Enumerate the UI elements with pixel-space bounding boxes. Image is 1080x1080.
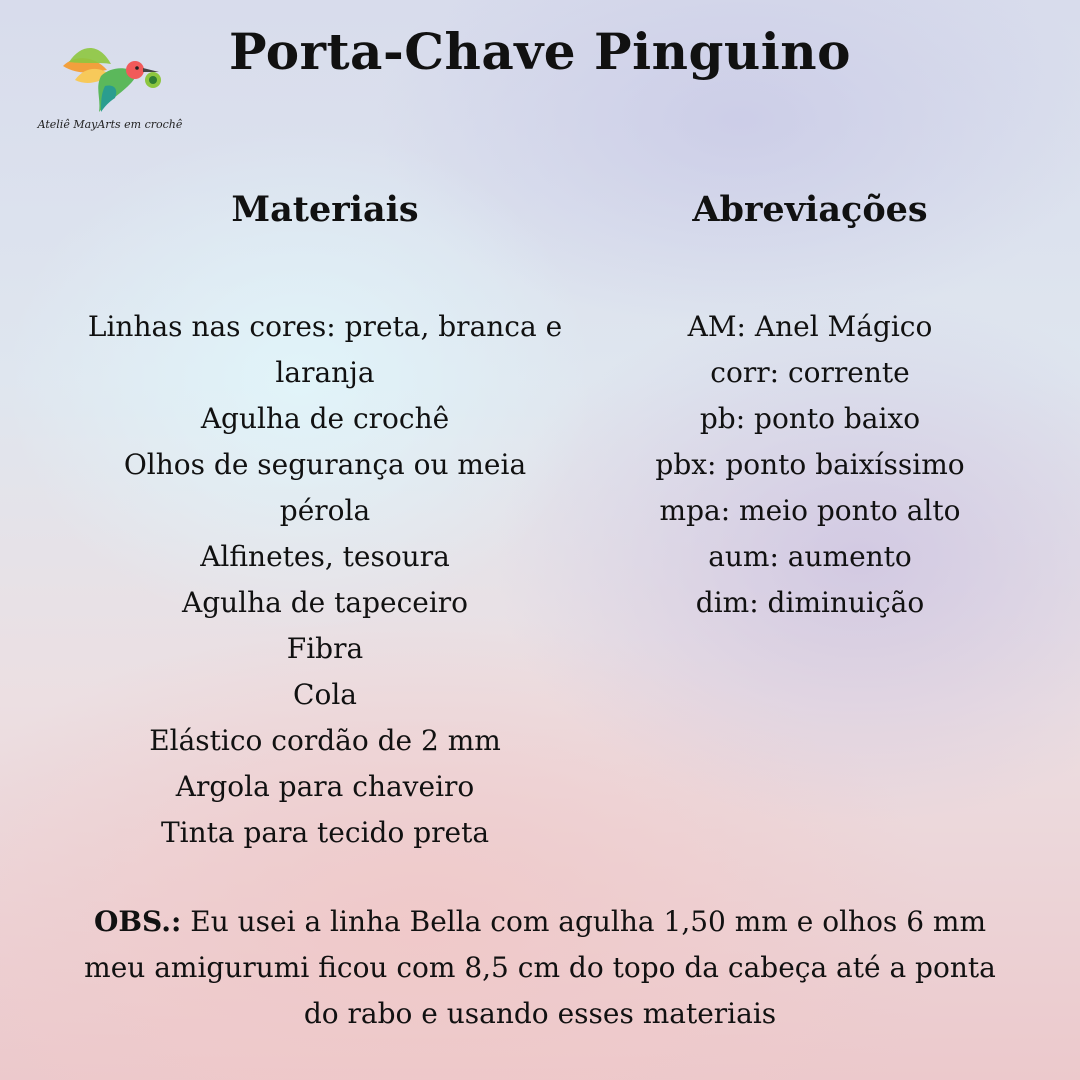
list-item: Agulha de crochê: [200, 402, 450, 435]
abbreviations-list: [610, 304, 1010, 626]
materials-heading: Materiais: [231, 189, 419, 230]
list-item: corr: corrente: [710, 356, 910, 389]
list-item: Linhas nas cores: preta, branca e: [87, 310, 563, 343]
list-item: Tinta para tecido preta: [160, 816, 490, 849]
list-item: Argola para chaveiro: [175, 770, 475, 803]
list-item: Agulha de tapeceiro: [181, 586, 469, 619]
list-item: pbx: ponto baixíssimo: [655, 448, 965, 481]
obs-label: OBS.:: [93, 905, 182, 938]
logo-text: Ateliê MayArts em crochê: [37, 118, 183, 131]
list-item: dim: diminuição: [695, 586, 925, 619]
list-item: Olhos de segurança ou meia: [123, 448, 527, 481]
list-item: aum: aumento: [708, 540, 912, 573]
materials-section: [70, 186, 580, 856]
list-item: Alfinetes, tesoura: [200, 540, 450, 573]
obs-line-1: [70, 899, 1010, 945]
observation-note: [70, 899, 1010, 1037]
list-item: AM: Anel Mágico: [687, 310, 933, 343]
obs-line-3: do rabo e usando esses materiais: [303, 997, 777, 1030]
list-item: pérola: [279, 494, 371, 527]
list-item: Elástico cordão de 2 mm: [149, 724, 501, 757]
abbreviations-heading: Abreviações: [692, 189, 928, 230]
obs-line-2: meu amigurumi ficou com 8,5 cm do topo da cabeça até a ponta: [84, 951, 996, 984]
list-item: Cola: [293, 678, 357, 711]
list-item: laranja: [275, 356, 375, 389]
obs-text-1: Eu usei a linha Bella com agulha 1,50 mm e olhos 6 mm: [190, 905, 987, 938]
list-item: Fibra: [286, 632, 364, 665]
page-title: Porta-Chave Pinguino: [229, 22, 851, 81]
abbreviations-section: [610, 186, 1010, 626]
materials-list: [70, 304, 580, 856]
list-item: pb: ponto baixo: [699, 402, 921, 435]
list-item: mpa: meio ponto alto: [659, 494, 961, 527]
